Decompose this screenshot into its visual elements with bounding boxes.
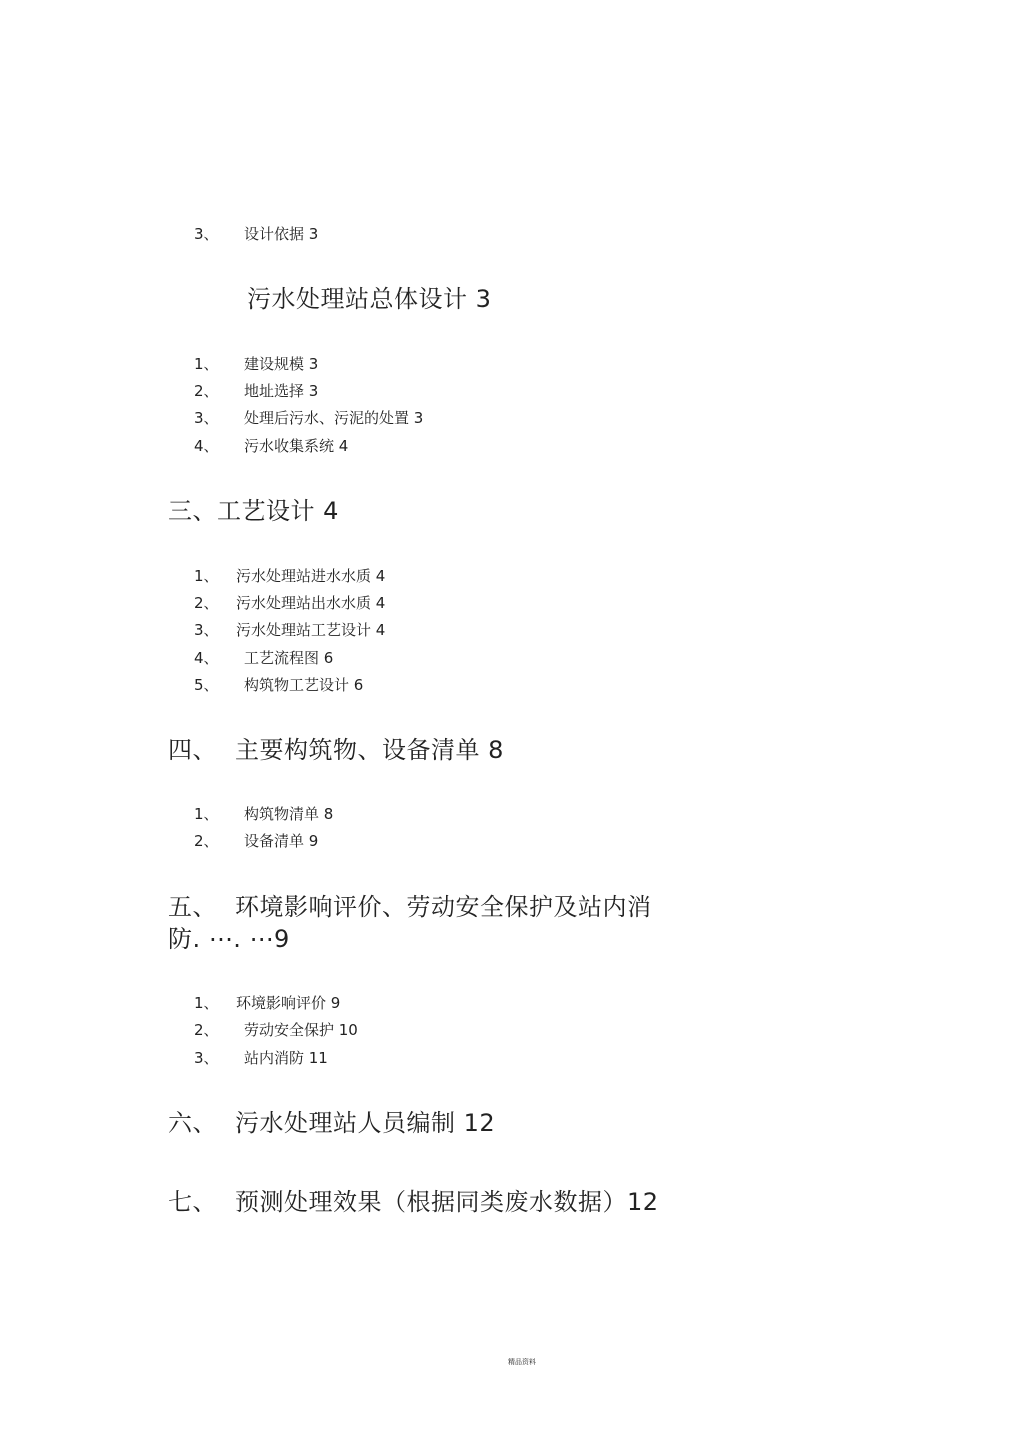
toc-section-heading-continued: 防. ⋯. ⋯9 [168, 925, 290, 953]
toc-item-number: 3、 [194, 1049, 219, 1067]
toc-item-number: 4、 [194, 437, 219, 455]
toc-item-text: 污水收集系统 4 [244, 437, 349, 455]
toc-item-text: 工艺流程图 6 [244, 649, 334, 667]
toc-section-heading: 预测处理效果（根据同类废水数据）12 [235, 1188, 659, 1216]
toc-item-number: 1、 [194, 994, 219, 1012]
toc-item-text: 设计依据 3 [244, 225, 319, 243]
toc-section-number: 七、 [168, 1188, 217, 1216]
toc-section-heading: 污水处理站总体设计 3 [247, 285, 492, 313]
toc-item-number: 5、 [194, 676, 219, 694]
toc-item-number: 1、 [194, 355, 219, 373]
toc-item-text: 站内消防 11 [244, 1049, 328, 1067]
toc-item-text: 污水处理站进水水质 4 [236, 567, 386, 585]
toc-item-number: 3、 [194, 225, 219, 243]
toc-section-heading: 污水处理站人员编制 12 [235, 1109, 496, 1137]
toc-item-text: 设备清单 9 [244, 832, 319, 850]
toc-item-number: 3、 [194, 409, 219, 427]
toc-item-text: 污水处理站工艺设计 4 [236, 621, 386, 639]
toc-section-number: 五、 [168, 893, 217, 921]
toc-item-number: 1、 [194, 567, 219, 585]
toc-item-text: 构筑物清单 8 [244, 805, 334, 823]
toc-item-text: 构筑物工艺设计 6 [244, 676, 364, 694]
toc-item-number: 1、 [194, 805, 219, 823]
toc-item-number: 2、 [194, 382, 219, 400]
toc-section-number: 六、 [168, 1109, 217, 1137]
page-footer: 精品资料 [508, 1358, 536, 1366]
toc-section-heading: 环境影响评价、劳动安全保护及站内消 [235, 893, 652, 921]
toc-item-text: 处理后污水、污泥的处置 3 [244, 409, 424, 427]
toc-item-text: 劳动安全保护 10 [244, 1021, 358, 1039]
toc-item-number: 2、 [194, 594, 219, 612]
toc-item-number: 2、 [194, 832, 219, 850]
toc-item-text: 建设规模 3 [244, 355, 319, 373]
toc-item-text: 污水处理站出水水质 4 [236, 594, 386, 612]
toc-section-heading: 主要构筑物、设备清单 8 [235, 736, 504, 764]
toc-item-number: 3、 [194, 621, 219, 639]
toc-item-text: 地址选择 3 [244, 382, 319, 400]
toc-section-heading: 三、工艺设计 4 [168, 497, 339, 525]
toc-item-number: 4、 [194, 649, 219, 667]
toc-item-number: 2、 [194, 1021, 219, 1039]
toc-section-number: 四、 [168, 736, 217, 764]
toc-item-text: 环境影响评价 9 [236, 994, 341, 1012]
